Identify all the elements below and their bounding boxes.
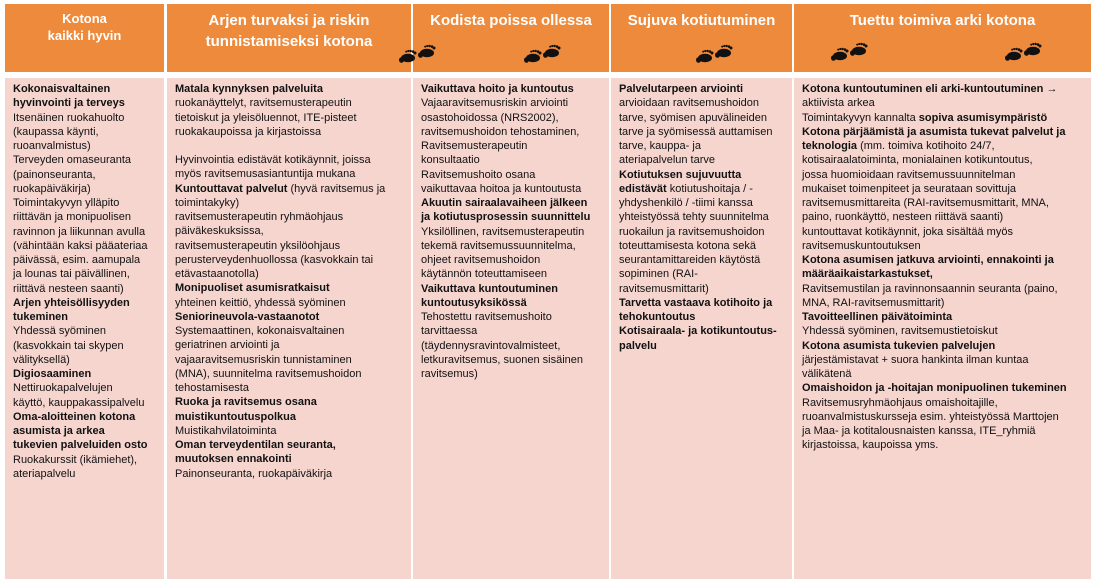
text-line xyxy=(175,182,407,196)
text-line xyxy=(13,267,160,281)
text-line xyxy=(13,96,160,110)
bold-text: Kotona pärjäämistä ja asumista tukevat palvelut ja xyxy=(802,125,1066,138)
plain-text: käytännön toteuttamiseen xyxy=(421,268,547,281)
plain-text: riittävän ja monipuolisen xyxy=(13,211,132,224)
column-2-content xyxy=(167,78,411,579)
text-line xyxy=(13,139,160,153)
plain-text: ateriapalvelun tarve xyxy=(619,154,716,167)
plain-text: tekemä ravitsemussuunnitelma, xyxy=(421,239,576,252)
text-line xyxy=(802,310,1087,324)
header-1-line1: Kotona xyxy=(62,11,107,26)
plain-text: jossa huomioidaan ravitsemussuunnitelman xyxy=(802,168,1016,181)
header-1 xyxy=(5,4,164,72)
text-line xyxy=(619,339,788,353)
text-line xyxy=(421,196,605,210)
column-1-content xyxy=(5,78,164,579)
text-line xyxy=(802,82,1087,96)
bold-text: edistävät xyxy=(619,182,667,195)
plain-text: Tehostettu ravitsemushoito xyxy=(421,311,552,323)
plain-text: riittävä nesteen saanti) xyxy=(13,282,124,295)
text-line xyxy=(175,267,407,281)
text-line xyxy=(619,168,788,182)
text-line xyxy=(421,153,605,167)
bold-text: Arjen yhteisöllisyyden xyxy=(13,296,130,309)
column-3-content xyxy=(413,78,609,579)
bold-text: teknologia xyxy=(802,140,858,152)
text-line xyxy=(421,168,605,182)
plain-text: ravitsemusmittareita (RAI-ravitsemusmittarit, MNA, xyxy=(802,197,1049,209)
text-line xyxy=(13,296,160,310)
plain-text: Hyvinvointia edistävät kotikäynnit, joissa xyxy=(175,154,371,166)
footprints-icon xyxy=(830,42,870,66)
plain-text: Yhdessä syöminen, ravitsemustietoiskut xyxy=(802,325,998,338)
plain-text: etävastaanotolla) xyxy=(175,268,259,280)
text-line xyxy=(619,153,788,167)
text-line xyxy=(802,438,1087,452)
text-line xyxy=(421,339,605,353)
header-5-title: Tuettu toimiva arki kotona xyxy=(849,12,1036,29)
plain-text: tarve, syömisen apuvälineiden xyxy=(619,111,767,124)
text-line xyxy=(619,210,788,224)
text-line xyxy=(802,339,1087,353)
text-line xyxy=(802,253,1087,267)
plain-text: ruoanvalmistus) xyxy=(13,140,91,152)
plain-text: tarvittaessa xyxy=(421,325,478,338)
text-line xyxy=(13,339,160,353)
header-3 xyxy=(413,4,609,72)
text-line xyxy=(175,153,407,167)
text-line xyxy=(802,424,1087,438)
text-line xyxy=(175,224,407,238)
text-line xyxy=(802,367,1087,381)
text-line xyxy=(13,125,160,139)
plain-text: sopiminen (RAI- xyxy=(619,268,698,281)
text-line xyxy=(421,111,605,125)
bold-text: Tarvetta vastaava kotihoito ja xyxy=(619,296,773,309)
bold-text: Oma-aloitteinen kotona xyxy=(13,410,136,423)
plain-text: Ravitsemustilan ja ravinnonsaannin seuranta (paino, xyxy=(802,282,1058,295)
text-line xyxy=(619,296,788,310)
footprints-icon xyxy=(523,44,563,68)
text-line xyxy=(802,96,1087,110)
text-line xyxy=(175,324,407,338)
plain-text: kirjastoissa, kaupoissa yms. xyxy=(802,439,939,452)
plain-text: konsultaatio xyxy=(421,154,480,167)
plain-text: tietoiskut ja yleisöluennot, ITE-pisteet xyxy=(175,111,357,124)
text-line xyxy=(13,453,160,467)
plain-text: yhteistyössä tehty suunnitelma xyxy=(619,211,769,224)
text-line xyxy=(802,282,1087,296)
text-line xyxy=(13,168,160,182)
plain-text: aktiivista arkea xyxy=(802,97,875,110)
text-line xyxy=(802,168,1087,182)
text-continuation: (hyvä ravitsemus ja xyxy=(287,182,386,195)
text-line xyxy=(13,282,160,296)
plain-text: arvioidaan ravitsemushoidon xyxy=(619,97,760,110)
plain-text: Nettiruokapalvelujen xyxy=(13,382,113,395)
plain-text: ravitsemuskuntoutuksen xyxy=(802,239,921,252)
plain-text: myös ravitsemusasiantuntija mukana xyxy=(175,168,356,181)
plain-text: vajaaravitsemusriskin tunnistaminen xyxy=(175,353,352,366)
plain-text: MNA, RAI-ravitsemusmittarit) xyxy=(802,296,945,309)
header-2 xyxy=(167,4,411,72)
plain-text: (kaupassa käynti, xyxy=(13,125,99,138)
text-line xyxy=(13,324,160,338)
plain-text: käyttö, kauppakassipalvelu xyxy=(13,396,145,409)
bold-text: Vaikuttava hoito ja kuntoutus xyxy=(421,83,574,95)
bold-text: tehokuntoutus xyxy=(619,311,696,323)
plain-text: ravitsemushoidon tehostaminen, xyxy=(421,125,580,138)
plain-text: Yhdessä syöminen xyxy=(13,325,106,338)
plain-text: ravinnon ja liikunnan avulla xyxy=(13,225,146,238)
plain-text: tehostamisesta xyxy=(175,382,249,394)
text-line xyxy=(175,381,407,395)
plain-text: ravitsemus) xyxy=(421,368,478,380)
bold-text: asumista ja arkea xyxy=(13,425,105,437)
footprints-icon xyxy=(1004,42,1044,66)
bold-text: Matala kynnyksen palveluita xyxy=(175,83,323,95)
text-line xyxy=(619,125,788,139)
text-line xyxy=(13,410,160,424)
text-line xyxy=(802,353,1087,367)
text-line xyxy=(175,167,407,181)
text-line xyxy=(175,82,407,96)
bold-text: Kokonaisvaltainen xyxy=(13,83,111,95)
bold-text: Kotona kuntoutuminen eli arki-kuntoutuminen xyxy=(802,83,1044,95)
plain-text: osastohoidossa (NRS2002), xyxy=(421,111,559,124)
text-line xyxy=(802,324,1087,338)
text-line xyxy=(802,296,1087,310)
plain-text: tarve, kauppa- ja xyxy=(619,140,701,152)
text-line xyxy=(619,253,788,267)
text-line xyxy=(13,153,160,167)
text-line xyxy=(13,225,160,239)
text-line xyxy=(13,353,160,367)
text-line xyxy=(421,253,605,267)
text-continuation: kotiutushoitaja / - xyxy=(666,182,753,195)
plain-text: paino, ruonkäyttö, nesteen riittävä saanti) xyxy=(802,211,1004,224)
text-line xyxy=(175,139,407,153)
bold-text: Akuutin sairaalavaiheen jälkeen xyxy=(421,197,588,209)
bold-text: tukevien palveluiden osto xyxy=(13,439,148,452)
plain-text: ravitsemusterapeutin yksilöohjaus xyxy=(175,239,341,252)
text-line xyxy=(421,296,605,310)
text-line xyxy=(619,139,788,153)
text-line xyxy=(619,267,788,281)
plain-text: päivässä, esim. aamupala xyxy=(13,254,141,266)
plain-text: perusterveydenhuollossa (kasvokkain tai xyxy=(175,253,374,266)
plain-text: Ravitsemusryhmäohjaus omaishoitajille, xyxy=(802,396,998,409)
bold-text: kuntoutusyksikössä xyxy=(421,296,527,309)
text-line xyxy=(13,438,160,452)
plain-text: ateriapalvelu xyxy=(13,467,76,480)
plain-text: (täydennysravintovalmisteet, xyxy=(421,339,561,352)
text-line xyxy=(13,396,160,410)
plain-text: letkuravitsemus, suonen sisäinen xyxy=(421,353,584,366)
text-line xyxy=(421,225,605,239)
text-line xyxy=(175,239,407,253)
text-line xyxy=(802,210,1087,224)
plain-text: ravitsemusmittarit) xyxy=(619,282,709,295)
text-line xyxy=(421,125,605,139)
text-line xyxy=(619,182,788,196)
text-line xyxy=(175,438,407,452)
text-line xyxy=(175,452,407,466)
text-line xyxy=(175,253,407,267)
bold-text: Kotona asumista tukevien palvelujen xyxy=(802,339,996,352)
text-line xyxy=(421,310,605,324)
header-1-line2: kaikki hyvin xyxy=(47,28,122,43)
text-line xyxy=(13,196,160,210)
plain-text: välikätenä xyxy=(802,368,852,380)
text-line xyxy=(802,125,1087,139)
text-line xyxy=(13,381,160,395)
text-line xyxy=(175,96,407,110)
text-line xyxy=(802,139,1087,153)
bold-text: ja kotiutusprosessin suunnittelu xyxy=(421,211,591,224)
text-line xyxy=(421,239,605,253)
plain-text: välityksellä) xyxy=(13,353,70,366)
plain-text: (vähintään kaksi pääateriaa xyxy=(13,239,148,252)
text-line xyxy=(619,196,788,210)
text-line xyxy=(619,324,788,338)
plain-text: ruokapäiväkirja) xyxy=(13,182,91,195)
bold-text: Vaikuttava kuntoutuminen xyxy=(421,282,558,295)
plain-text: Toimintakyvyn ylläpito xyxy=(13,197,120,209)
plain-text: Vajaaravitsemusriskin arviointi xyxy=(421,97,569,110)
plain-text: seurantamittareiden käytöstä xyxy=(619,254,761,266)
bold-text: Palvelutarpeen arviointi xyxy=(619,83,744,95)
plain-text: Painonseuranta, ruokapäiväkirja xyxy=(175,467,333,480)
plain-text: (painonseuranta, xyxy=(13,168,96,181)
bold-text: Kotisairaala- ja kotikuntoutus- xyxy=(619,325,777,338)
text-line xyxy=(802,267,1087,281)
plain-text: Yksilöllinen, ravitsemusterapeutin xyxy=(421,225,585,238)
text-line xyxy=(802,182,1087,196)
column-5-content xyxy=(794,78,1091,579)
bold-text: Omaishoidon ja -hoitajan monipuolinen tukeminen xyxy=(802,382,1067,395)
text-continuation: (mm. toimiva kotihoito 24/7, xyxy=(857,140,995,152)
plain-text: ja lounas tai päivällinen, xyxy=(13,268,130,281)
plain-text: Itsenäinen ruokahuolto xyxy=(13,111,125,124)
bold-text: tukeminen xyxy=(13,311,69,323)
text-line xyxy=(619,111,788,125)
text-line xyxy=(421,182,605,196)
text-line xyxy=(802,153,1087,167)
text-line xyxy=(175,210,407,224)
plain-text: kuntouttavat kotikäynnit, joka sisältää myös xyxy=(802,225,1013,238)
text-line xyxy=(421,353,605,367)
text-line xyxy=(802,196,1087,210)
plain-text: Muistikahvilatoiminta xyxy=(175,424,277,437)
plain-text: ja Maa- ja kotitalousnaisten kanssa, ITE_ryhmiä xyxy=(802,425,1036,437)
text-line xyxy=(13,111,160,125)
plain-text: toteuttamisesta kotona sekä xyxy=(619,239,756,252)
text-line xyxy=(802,111,1087,125)
text-line xyxy=(421,282,605,296)
text-line xyxy=(802,410,1087,424)
header-2-line1: Arjen turvaksi ja riskin xyxy=(208,12,370,29)
bold-text: Kotona asumisen jatkuva arviointi, ennakointi ja xyxy=(802,254,1054,266)
bold-text: muutoksen ennakointi xyxy=(175,453,292,466)
text-continuation: sopiva asumisympäristö xyxy=(915,111,1048,124)
text-line xyxy=(619,282,788,296)
text-line xyxy=(13,367,160,381)
text-line xyxy=(13,424,160,438)
text-line xyxy=(175,338,407,352)
text-line xyxy=(421,82,605,96)
text-line xyxy=(13,310,160,324)
bold-text: Ruoka ja ravitsemus osana xyxy=(175,396,317,409)
bold-text: määräaikaistarkastukset, xyxy=(802,268,933,281)
text-line xyxy=(619,225,788,239)
plain-text: Ravitsemusterapeutin xyxy=(421,140,528,152)
plain-text: ravitsemusterapeutin ryhmäohjaus xyxy=(175,211,344,223)
text-line xyxy=(175,467,407,481)
text-line xyxy=(175,296,407,310)
plain-text: Ruokakurssit (ikämiehet), xyxy=(13,453,138,466)
text-line xyxy=(175,353,407,367)
plain-text: toimintakyky) xyxy=(175,196,240,209)
text-line xyxy=(175,410,407,424)
column-4-content xyxy=(611,78,792,579)
bold-text: Seniorineuvola-vastaanotot xyxy=(175,310,320,323)
text-line xyxy=(175,424,407,438)
plain-text: järjestämistavat + suora hankinta ilman kuntaa xyxy=(802,353,1029,366)
plain-text: tarve ja syömisessä auttamisen xyxy=(619,125,773,138)
header-3-title: Kodista poissa ollessa xyxy=(430,12,592,29)
plain-text: ruokanäyttelyt, ravitsemusterapeutin xyxy=(175,97,352,110)
text-line xyxy=(13,182,160,196)
plain-text: (kasvokkain tai skypen xyxy=(13,339,124,352)
text-line xyxy=(619,96,788,110)
text-line xyxy=(421,267,605,281)
text-line xyxy=(175,125,407,139)
bold-text: hyvinvointi ja terveys xyxy=(13,97,125,110)
text-line xyxy=(421,324,605,338)
header-2-line2: tunnistamiseksi kotona xyxy=(205,33,373,50)
plain-text: kotisairaalatoiminta, monialainen kotikuntoutus, xyxy=(802,154,1033,167)
text-continuation: suunnitelma ravitsemushoidon xyxy=(209,367,362,380)
text-line xyxy=(619,310,788,324)
bold-text: Kuntouttavat palvelut xyxy=(175,182,288,195)
text-line xyxy=(13,467,160,481)
bold-text: muistikuntoutuspolkua xyxy=(175,410,296,423)
text-line xyxy=(175,395,407,409)
text-line xyxy=(619,239,788,253)
plain-text: Toimintakyvyn kannalta xyxy=(802,111,916,124)
text-line xyxy=(175,111,407,125)
plain-text: geriatrinen arviointi ja xyxy=(175,339,280,352)
bold-text: Digiosaaminen xyxy=(13,368,92,380)
bold-text: Kotiutuksen sujuvuutta xyxy=(619,168,742,181)
text-line xyxy=(421,210,605,224)
footprints-icon xyxy=(695,44,735,68)
bold-text: Tavoitteellinen päivätoiminta xyxy=(802,311,953,323)
plain-text: ruokailun ja ravitsemushoidon xyxy=(619,225,765,238)
text-continuation: → xyxy=(1043,83,1058,95)
text-line xyxy=(13,210,160,224)
plain-text: yhteinen keittiö, yhdessä syöminen xyxy=(175,296,346,309)
text-line xyxy=(175,310,407,324)
bold-text: Oman terveydentilan seuranta, xyxy=(175,439,336,451)
plain-text: ruokakaupoissa ja kirjastoissa xyxy=(175,125,322,138)
text-line xyxy=(421,139,605,153)
text-line xyxy=(13,239,160,253)
text-line xyxy=(802,239,1087,253)
text-line xyxy=(802,381,1087,395)
text-line xyxy=(421,367,605,381)
plain-text: Ravitsemushoito osana xyxy=(421,168,536,181)
text-line xyxy=(802,225,1087,239)
text-line xyxy=(421,96,605,110)
text-line xyxy=(802,396,1087,410)
plain-text: Systemaattinen, kokonaisvaltainen xyxy=(175,325,345,337)
plain-text: päiväkeskuksissa, xyxy=(175,225,264,238)
plain-text: ohjeet ravitsemushoidon xyxy=(421,254,541,266)
bold-text: Monipuoliset asumisratkaisut xyxy=(175,282,330,295)
plain-text: ruoanvalmistuskursseja esim. yhteistyössä Marttojen xyxy=(802,410,1059,423)
bold-text: palvelu xyxy=(619,339,657,352)
header-4-title: Sujuva kotiutuminen xyxy=(627,12,776,29)
text-line xyxy=(175,367,407,381)
text-line xyxy=(13,82,160,96)
plain-text: mukaiset toimenpiteet ja seurataan sovittuja xyxy=(802,182,1017,195)
plain-text: yhdyshenkilö / -tiimi kanssa xyxy=(619,197,753,209)
plain-text: Terveyden omaseuranta xyxy=(13,154,132,167)
text-line xyxy=(175,196,407,210)
footprints-icon xyxy=(398,44,438,68)
text-line xyxy=(13,253,160,267)
text-line xyxy=(175,281,407,295)
plain-text: vaikuttavaa hoitoa ja kuntoutusta xyxy=(421,182,582,195)
plain-text: (MNA), xyxy=(175,367,210,380)
text-line xyxy=(619,82,788,96)
